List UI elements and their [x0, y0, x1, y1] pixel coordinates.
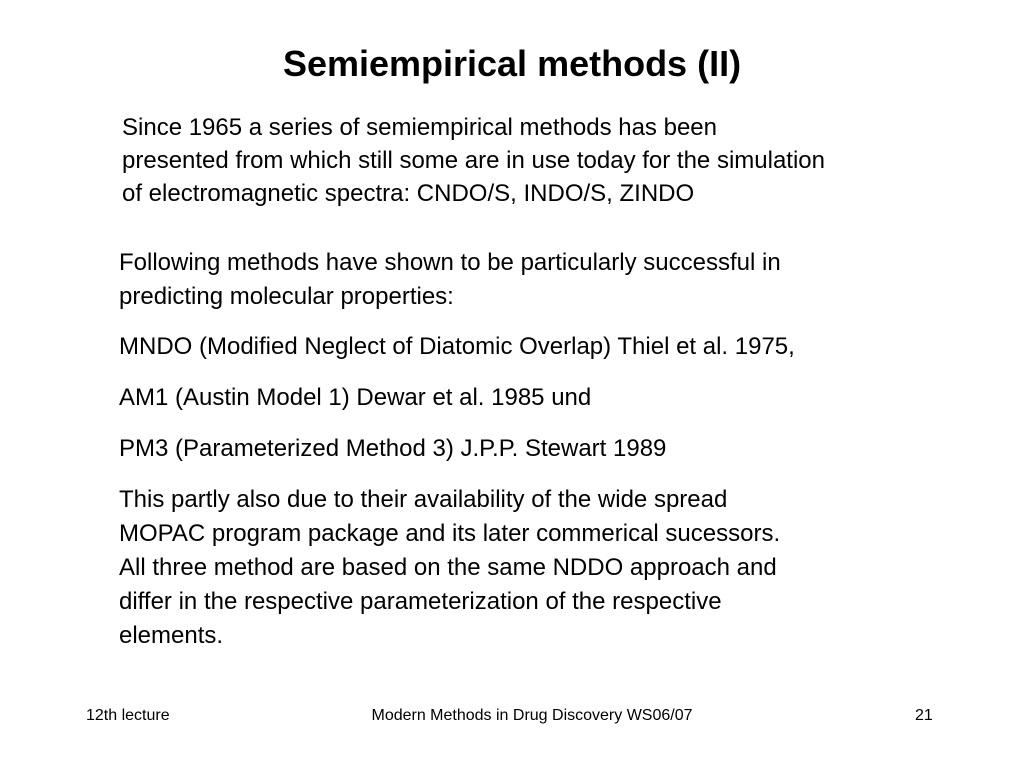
footer-lecture: 12th lecture [86, 707, 170, 724]
paragraph-line: elements. [119, 622, 224, 649]
paragraph-line: predicting molecular properties: [119, 283, 454, 310]
body-text [119, 246, 999, 653]
mndo-paragraph [119, 330, 999, 364]
am1-paragraph [119, 381, 999, 415]
paragraph-line: Following methods have shown to be particularly successful in [119, 249, 781, 276]
intro-line: of electromagnetic spectra: CNDO/S, INDO/S, ZINDO [122, 180, 695, 207]
paragraph-line: differ in the respective parameterization of the respective [119, 588, 722, 615]
methods-intro-paragraph [119, 246, 999, 314]
intro-line: presented from which still some are in use today for the simulation [122, 147, 825, 174]
paragraph-line: MOPAC program package and its later commerical sucessors. [119, 520, 781, 547]
footer-course-title: Modern Methods in Drug Discovery WS06/07 [371, 707, 693, 724]
pm3-paragraph [119, 432, 999, 466]
paragraph-line: All three method are based on the same NDDO approach and [119, 554, 777, 581]
paragraph-line: MNDO (Modified Neglect of Diatomic Overlap) Thiel et al. 1975, [119, 333, 795, 360]
paragraph-line: AM1 (Austin Model 1) Dewar et al. 1985 und [119, 384, 592, 411]
intro-line: Since 1965 a series of semiempirical methods has been [122, 114, 717, 141]
footer-page-number: 21 [915, 707, 933, 724]
paragraph-line: PM3 (Parameterized Method 3) J.P.P. Stewart 1989 [119, 435, 667, 462]
intro-paragraph [122, 111, 1002, 210]
paragraph-line: This partly also due to their availability of the wide spread [119, 486, 728, 513]
mopac-paragraph [119, 483, 999, 653]
slide-title: Semiempirical methods (II) [282, 43, 742, 84]
